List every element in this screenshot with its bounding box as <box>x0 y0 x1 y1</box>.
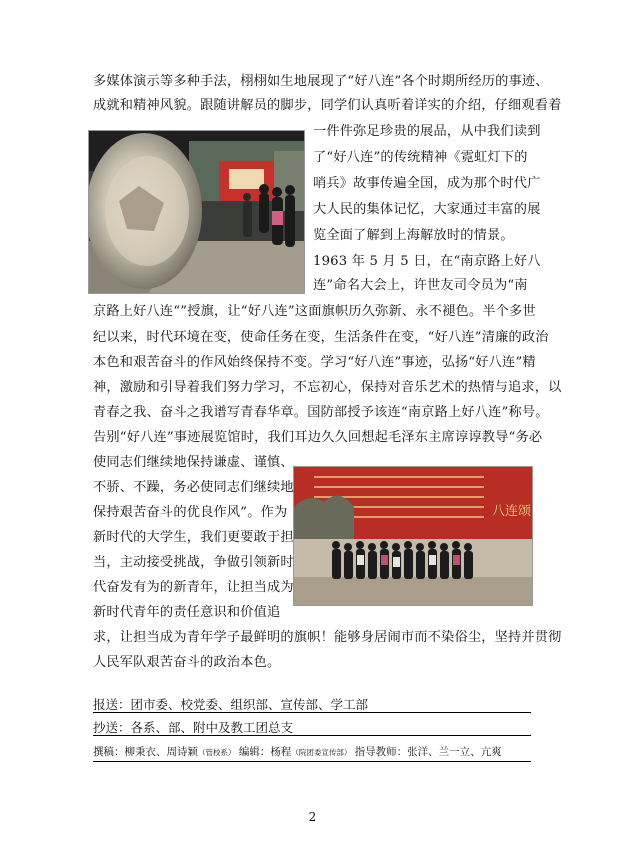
footer-rule-3 <box>93 761 531 762</box>
footer-rule-1 <box>93 712 531 713</box>
body-line-7: 览全面了解到上海解放时的情景。 <box>313 228 514 243</box>
body-line-11: 纪以来，时代环境在变，使命任务在变，生活条件在变，“好八连”清廉的政治 <box>93 330 549 345</box>
report-to-line: 报送：团市委、校党委、组织部、宣传部、学工部 <box>93 697 369 712</box>
body-line-4: 了“好八连”的传统精神《霓虹灯下的 <box>313 150 528 165</box>
credits-writers: 撰稿：柳秉衣、周诗颖 <box>93 746 198 758</box>
copy-to-line: 抄送：各系、部、附中及教工团总支 <box>93 720 294 735</box>
banner-title: 八连颂 <box>492 504 532 519</box>
body-line-3: 一件件弥足珍贵的展品，从中我们读到 <box>313 124 541 139</box>
credits-writers-note: （管校系） <box>198 748 236 757</box>
page-number: 2 <box>308 810 317 824</box>
credits-editor-note: （院团委宣传部） <box>291 748 352 757</box>
credits-editor: 编辑：杨程 <box>235 746 292 758</box>
body-line-9: 连”命名大会上，许世友司令员为“南 <box>313 278 528 293</box>
group-photo-illustration <box>294 467 532 605</box>
body-line-13: 神，激励和引导着我们努力学习，不忘初心，保持对音乐艺术的热情与追求，以 <box>93 380 562 395</box>
body-line-1: 多媒体演示等多种手法，栩栩如生地展现了“好八连”各个时期所经历的事迹、 <box>93 74 549 89</box>
credits-line <box>93 744 502 759</box>
body-line-15: 告别“好八连”事迹展览馆时，我们耳边久久回想起毛泽东主席谆谆教导“务必 <box>93 430 543 445</box>
body-line-5: 哨兵》故事传遍全国，成为那个时代广 <box>313 176 541 191</box>
body-line-22: 新时代青年的责任意识和价值追 <box>93 605 281 620</box>
group-photo <box>293 466 533 606</box>
body-line-18: 保持艰苦奋斗的优良作风”。作为 <box>93 505 288 520</box>
body-line-21: 代奋发有为的新青年，让担当成为 <box>93 580 294 595</box>
body-line-8: 1963 年 5 月 5 日，在“南京路上好八 <box>313 254 541 269</box>
body-line-2: 成就和精神风貌。跟随讲解员的脚步，同学们认真听着详实的介绍，仔细观看着 <box>93 98 562 113</box>
body-line-16: 使同志们继续地保持谦虚、谨慎、 <box>93 455 294 470</box>
exhibition-hall-photo <box>88 130 305 294</box>
body-line-14: 青春之我、奋斗之我谱写青春华章。国防部授予该连“南京路上好八连”称号。 <box>93 405 549 420</box>
body-line-23: 求，让担当成为青年学子最鲜明的旗帜！能够身居闹市而不染俗尘，坚持并贯彻 <box>93 630 562 645</box>
body-line-10: 京路上好八连“”授旗，让“好八连”这面旗帜历久弥新、永不褪色。半个多世 <box>93 304 536 319</box>
body-line-19: 新时代的大学生，我们更要敢于担 <box>93 530 294 545</box>
body-line-12: 本色和艰苦奋斗的作风始终保持不变。学习“好八连”事迹，弘扬“好八连”精 <box>93 355 536 370</box>
body-line-6: 大人民的集体记忆，大家通过丰富的展 <box>313 202 541 217</box>
exhibition-hall-illustration <box>89 131 304 293</box>
body-line-17: 不骄、不躁，务必使同志们继续地 <box>93 480 294 495</box>
credits-advisors: 指导教师：张洋、兰一立、亢爽 <box>351 746 502 758</box>
footer-rule-2 <box>93 735 531 736</box>
body-line-24: 人民军队艰苦奋斗的政治本色。 <box>93 655 281 670</box>
body-line-20: 当，主动接受挑战，争做引领新时 <box>93 555 294 570</box>
